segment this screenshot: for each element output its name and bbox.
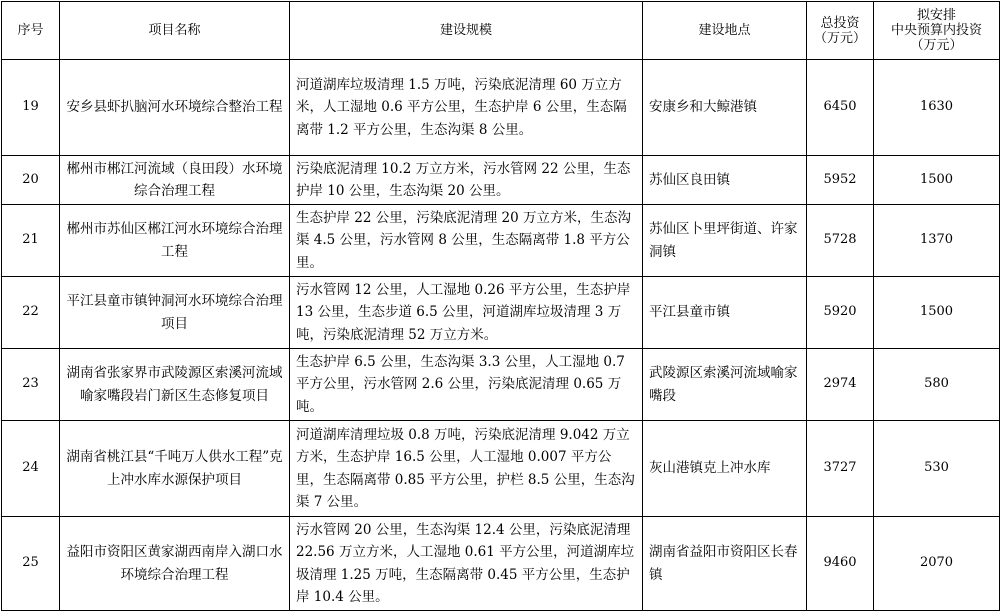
row-total: 5728 [807,205,874,277]
header-total-line1: 总投资 [820,15,860,31]
row-project-name: 郴州市苏仙区郴江河水环境综合治理工程 [60,205,290,277]
row-location: 湖南省益阳市资阳区长春镇 [643,517,807,611]
row-total: 2974 [807,349,874,421]
row-total: 6450 [807,60,874,156]
header-total-investment [807,2,874,60]
header-name: 项目名称 [60,2,290,60]
row-central: 2070 [874,517,1000,611]
row-index: 19 [2,60,60,156]
table-row [2,205,1000,277]
header-scale: 建设规模 [290,2,643,60]
row-index: 25 [2,517,60,611]
row-scale: 污染底泥清理 10.2 万立方米，污水管网 22 公里，生态护岸 10 公里，生态沟渠 20 公里。 [290,156,643,205]
project-table [1,1,1000,611]
row-scale: 生态护岸 6.5 公里，生态沟渠 3.3 公里，人工湿地 0.7 平方公里，污水管网 2.6 公里，污染底泥清理 0.65 万吨。 [290,349,643,421]
row-project-name: 郴州市郴江河流域（良田段）水环境综合治理工程 [60,156,290,205]
row-project-name: 湖南省桃江县“千吨万人供水工程”克上冲水库水源保护项目 [60,421,290,517]
header-location: 建设地点 [643,2,807,60]
row-total: 5952 [807,156,874,205]
header-central-line1: 拟安排 [916,8,956,23]
table-row [2,277,1000,349]
row-location: 苏仙区良田镇 [643,156,807,205]
row-central: 580 [874,349,1000,421]
row-index: 24 [2,421,60,517]
row-central: 1630 [874,60,1000,156]
row-central: 1370 [874,205,1000,277]
header-index: 序号 [2,2,60,60]
row-index: 23 [2,349,60,421]
row-index: 20 [2,156,60,205]
row-total: 9460 [807,517,874,611]
row-project-name: 湖南省张家界市武陵源区索溪河流域喻家嘴段岩门新区生态修复项目 [60,349,290,421]
header-total-line2: （万元） [813,30,866,46]
row-scale: 河道湖库垃圾清理 1.5 万吨，污染底泥清理 60 万立方米，人工湿地 0.6 平方公里，生态护岸 6 公里，生态隔离带 1.2 平方公里，生态沟渠 8 公里。 [290,60,643,156]
row-index: 21 [2,205,60,277]
row-location: 安康乡和大鲸港镇 [643,60,807,156]
row-index: 22 [2,277,60,349]
row-location: 苏仙区卜里坪街道、许家洞镇 [643,205,807,277]
table-row [2,517,1000,611]
row-project-name: 安乡县虾扒脑河水环境综合整治工程 [60,60,290,156]
header-central-line3: （万元） [910,38,963,53]
row-location: 平江县童市镇 [643,277,807,349]
table-row [2,421,1000,517]
header-central-line2: 中央预算内投资 [890,23,982,38]
row-location: 灰山港镇克上冲水库 [643,421,807,517]
row-project-name: 平江县童市镇钟洞河水环境综合治理项目 [60,277,290,349]
table-row [2,60,1000,156]
row-total: 5920 [807,277,874,349]
row-central: 1500 [874,156,1000,205]
header-row [2,2,1000,60]
row-project-name: 益阳市资阳区黄家湖西南岸入湖口水环境综合治理工程 [60,517,290,611]
row-total: 3727 [807,421,874,517]
table-row [2,156,1000,205]
row-scale: 河道湖库清理垃圾 0.8 万吨，污染底泥清理 9.042 万立方米，生态护岸 16.5 公里，人工湿地 0.007 平方公里，生态隔离带 0.85 平方公里，护栏 8.5 公里，生态沟渠 7 公里。 [290,421,643,517]
row-location: 武陵源区索溪河流域喻家嘴段 [643,349,807,421]
row-scale: 生态护岸 22 公里，污染底泥清理 20 万立方米，生态沟渠 4.5 公里，污水管网 8 公里，生态隔离带 1.8 平方公里。 [290,205,643,277]
row-central: 530 [874,421,1000,517]
row-scale: 污水管网 12 公里，人工湿地 0.26 平方公里，生态护岸 13 公里，生态步道 6.5 公里，河道湖库垃圾清理 3 万吨，污染底泥清理 52 万立方米。 [290,277,643,349]
row-scale: 污水管网 20 公里，生态沟渠 12.4 公里，污染底泥清理 22.56 万立方米，人工湿地 0.61 平方公里，河道湖库垃圾清理 1.25 万吨，生态隔离带 0.45 平方公里，生态护岸 10.4 公里。 [290,517,643,611]
row-central: 1500 [874,277,1000,349]
table-row [2,349,1000,421]
header-central-investment [874,2,1000,60]
